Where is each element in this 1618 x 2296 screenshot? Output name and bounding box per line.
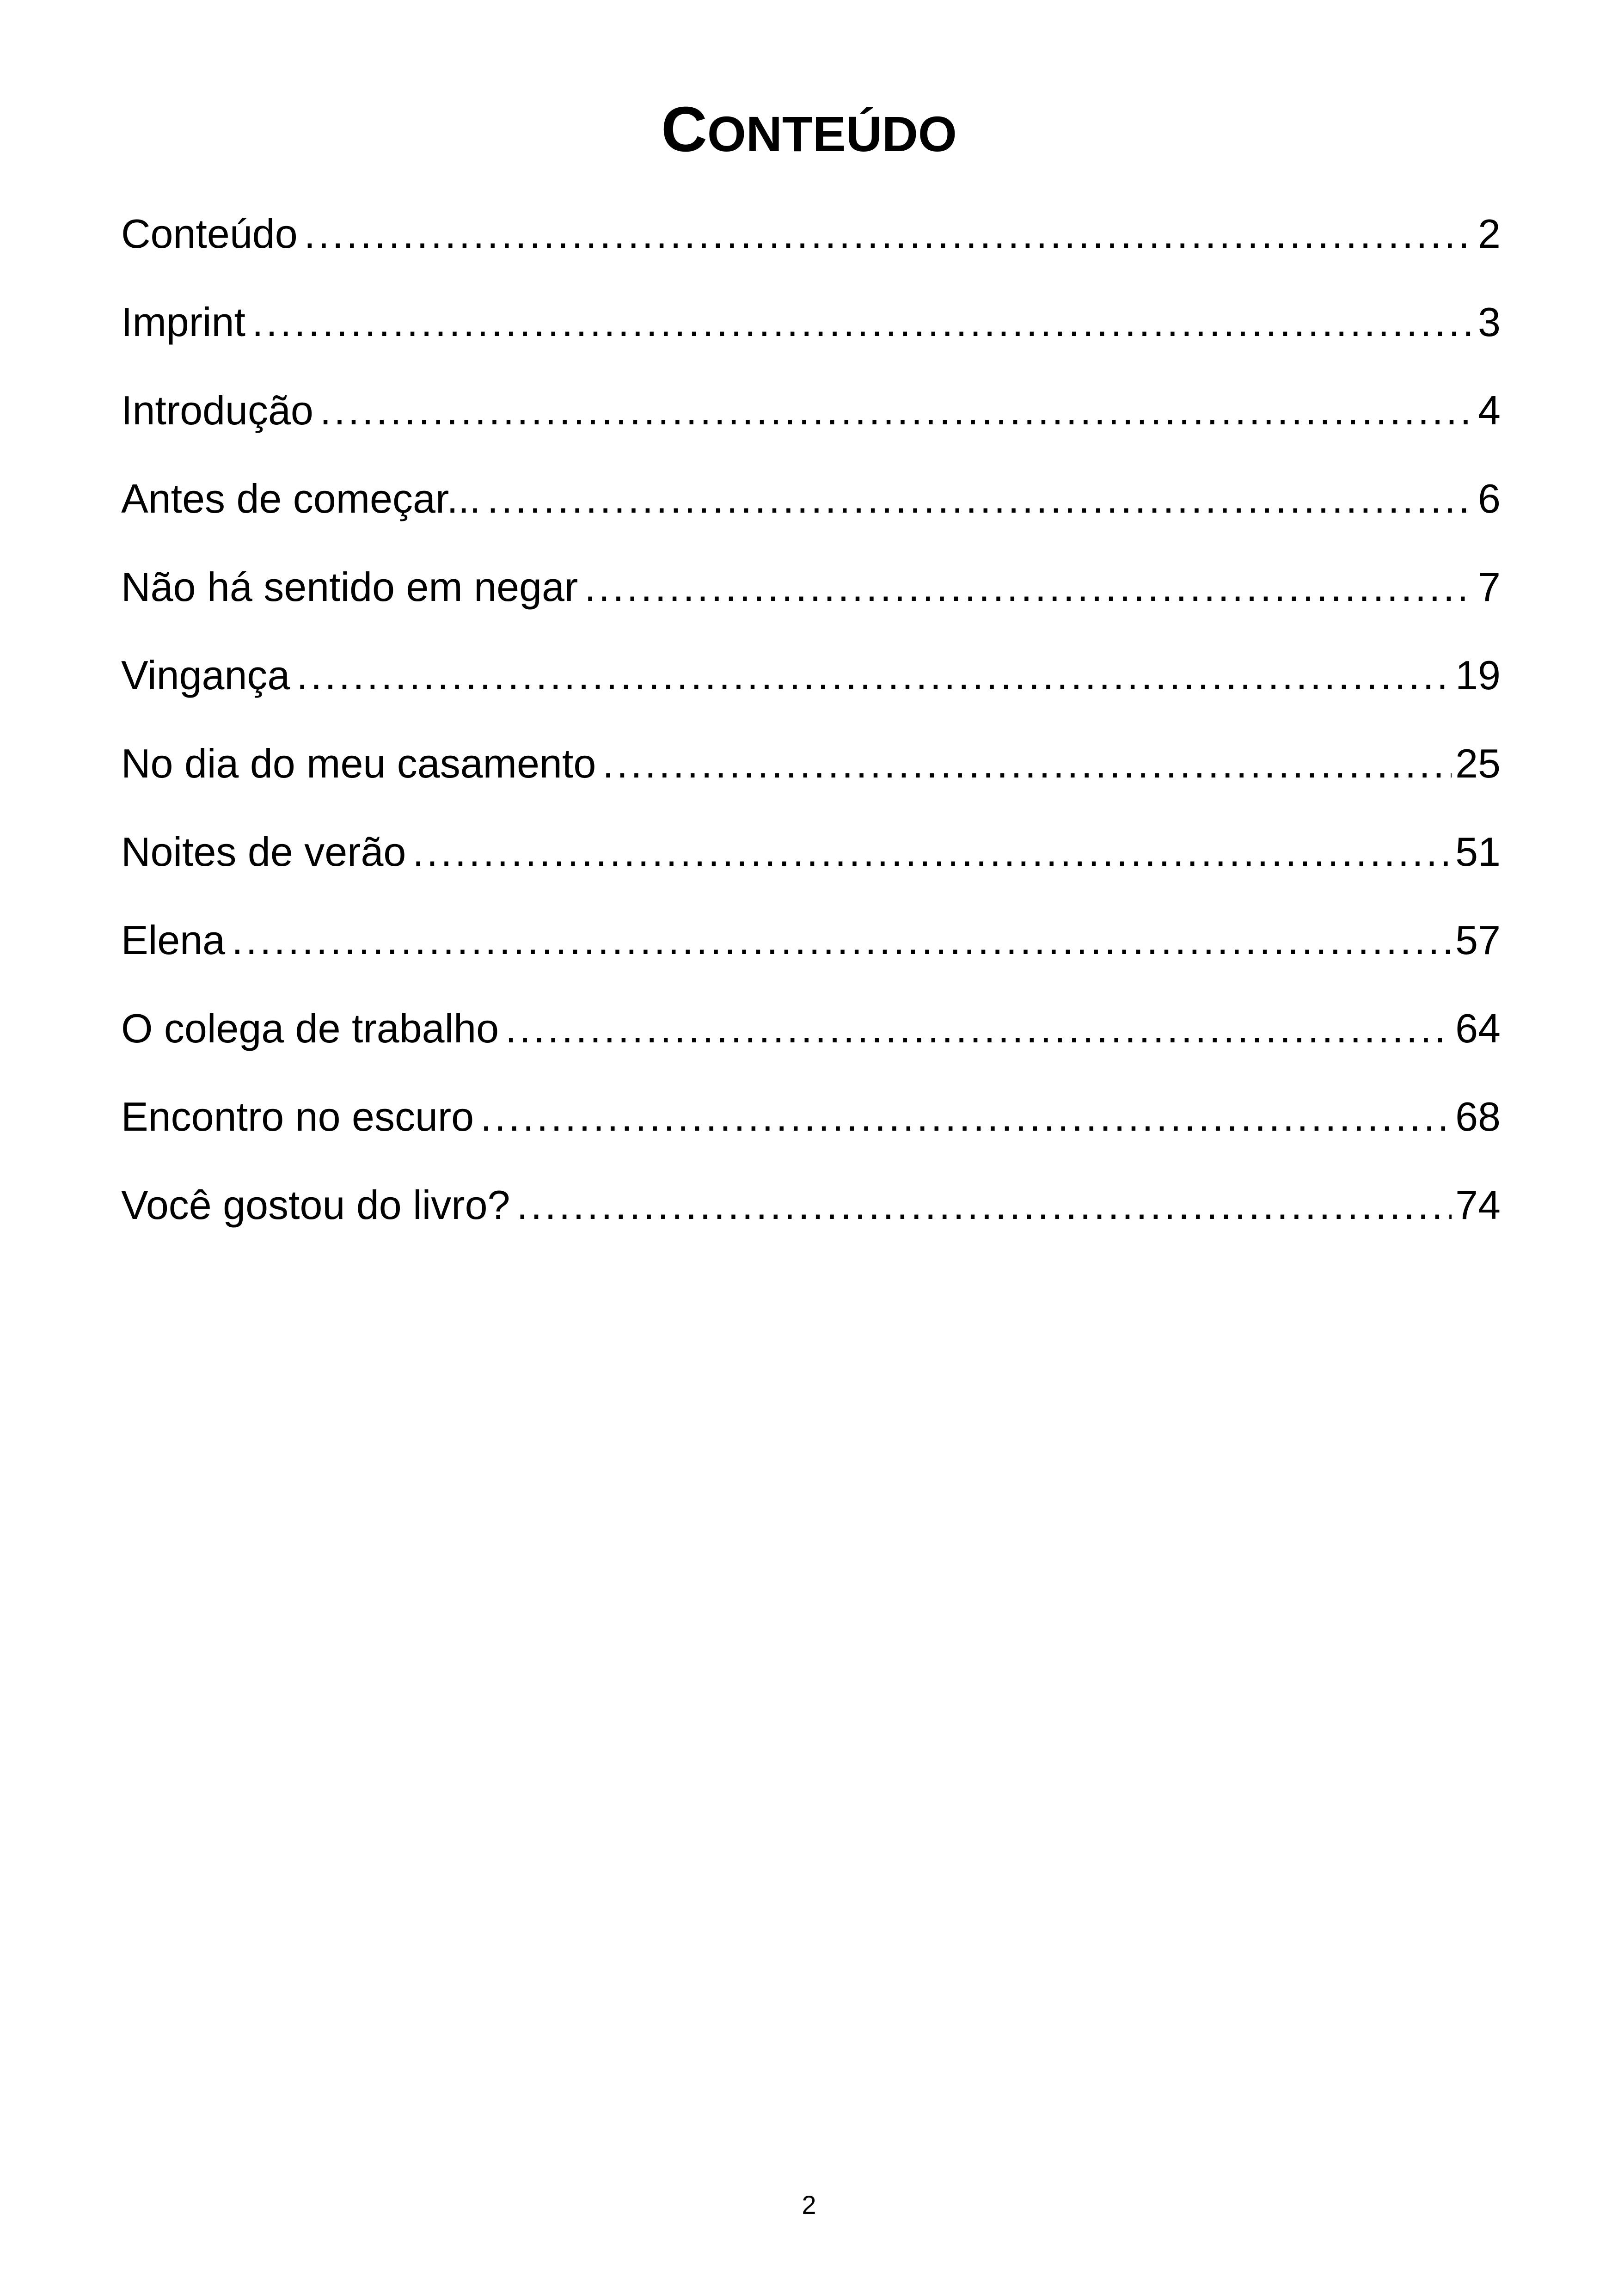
toc-dot-leader [480,1072,1452,1161]
toc-entry[interactable] [121,1161,1501,1249]
toc-entry[interactable] [121,543,1501,631]
toc-entry[interactable] [121,984,1501,1072]
toc-dot-leader [516,1161,1452,1249]
toc-entry-page: 2 [1478,211,1501,257]
toc-heading [0,83,1618,180]
toc-entry-page: 3 [1478,299,1501,345]
toc-entry[interactable] [121,631,1501,719]
toc-entry[interactable] [121,454,1501,543]
toc-entry[interactable] [121,1072,1501,1161]
toc-dot-leader [584,543,1474,631]
toc-entry-page: 4 [1478,387,1501,433]
toc-dot-leader [304,190,1474,278]
toc-heading-rest: ONTEÚDO [707,106,957,162]
toc-list [121,190,1501,1249]
toc-dot-leader [412,808,1452,896]
toc-entry-page: 74 [1455,1182,1501,1228]
toc-dot-leader [602,719,1452,808]
toc-entry-label: Conteúdo [121,211,298,257]
toc-entry-page: 25 [1455,741,1501,786]
toc-entry-label: Antes de começar... [121,476,481,521]
toc-entry[interactable] [121,190,1501,278]
toc-dot-leader [505,984,1452,1072]
toc-entry-page: 64 [1455,1005,1501,1051]
toc-dot-leader [296,631,1452,719]
toc-entry-label: Imprint [121,299,245,345]
toc-entry-label: Vingança [121,652,290,698]
toc-dot-leader [232,896,1452,984]
toc-entry-page: 51 [1455,829,1501,875]
toc-entry-label: Você gostou do livro? [121,1182,510,1228]
toc-entry-page: 19 [1455,652,1501,698]
toc-entry-page: 7 [1478,564,1501,610]
toc-entry-label: O colega de trabalho [121,1005,499,1051]
toc-entry[interactable] [121,808,1501,896]
toc-dot-leader [252,278,1474,366]
toc-dot-leader [487,454,1474,543]
toc-entry-page: 68 [1455,1094,1501,1139]
toc-heading-initial: C [661,94,707,165]
toc-entry-label: Noites de verão [121,829,406,875]
toc-entry[interactable] [121,366,1501,454]
toc-entry-label: Encontro no escuro [121,1094,474,1139]
toc-entry-label: Elena [121,917,226,963]
toc-entry[interactable] [121,278,1501,366]
toc-entry-label: No dia do meu casamento [121,741,596,786]
toc-entry-page: 57 [1455,917,1501,963]
toc-entry[interactable] [121,719,1501,808]
page-number: 2 [802,2190,816,2219]
toc-entry[interactable] [121,896,1501,984]
toc-dot-leader [320,366,1474,454]
toc-entry-page: 6 [1478,476,1501,521]
toc-entry-label: Introdução [121,387,313,433]
toc-entry-label: Não há sentido em negar [121,564,578,610]
